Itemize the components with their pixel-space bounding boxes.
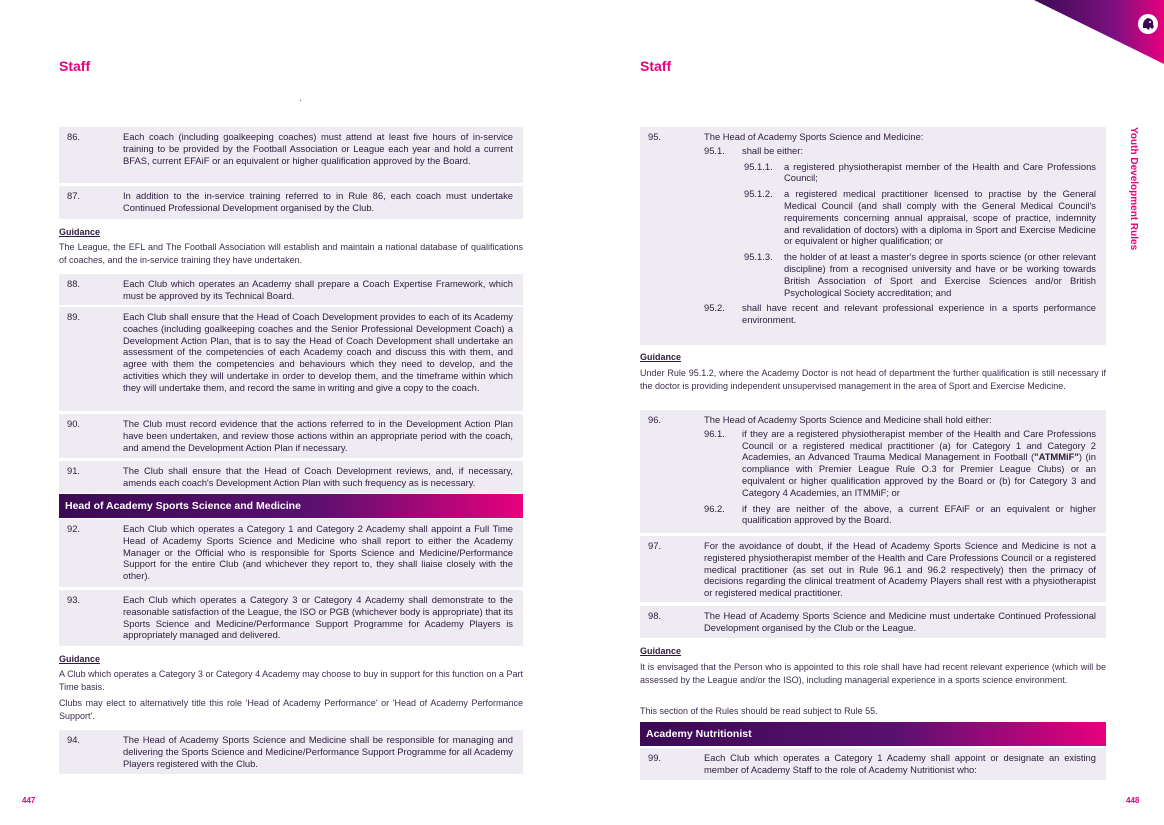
sub-rule-text: the holder of at least a master's degree in sports science (or other relevant discipline) from a recognised university and have or be working towards British Association of Sport and Exercise Sciences and/or British Psychological Society accreditation; and [784,251,1096,298]
left-content [59,0,523,825]
rule-91 [59,461,523,493]
rule-96 [640,410,1106,533]
rule-93 [59,590,523,646]
guidance-heading: Guidance [640,352,682,362]
rule-text: Each Club which operates an Academy shall prepare a Coach Expertise Framework, which must be approved by its Technical Board. [123,278,513,301]
rule-number: 94. [67,734,81,745]
rule-text: For the avoidance of doubt, if the Head of Academy Sports Science and Medicine is not a registered physiotherapist member of the Health and Care Professions Council or a registered medical practitioner (as set out in Rule 96.1 and 96.2 respectively) then the primacy of decisions regarding the clinical treatment of Academy Players shall rest with a physiotherapist or registered medical practitioner. [704,540,1096,599]
rule-number: 88. [67,278,81,289]
sub-rule-text [742,428,1096,499]
sub-rule-number: 96.1. [704,427,725,439]
sub-rule-96-2 [656,503,1096,527]
sub-rule-95-1 [656,145,1096,157]
rule-text: Each Club which operates a Category 1 Academy shall appoint or designate an existing member of Academy Staff to the role of Academy Nutritionist who: [704,752,1096,775]
corner-band [1014,0,1164,70]
sub-rule-number: 95.2. [704,302,725,314]
rule-95 [640,127,1106,345]
guidance-text: Under Rule 95.1.2, where the Academy Doctor is not head of department the further qualification is still necessary if the doctor is providing independent unsupervised management in the area of Sport and Exercise Medicine. [640,368,1106,391]
sub-rule-96-1 [656,428,1096,499]
sub-rule-number: 95.1.1. [744,160,773,172]
guidance-text: Clubs may elect to alternatively title this role 'Head of Academy Performance' or 'Head of Academy Performance Support'. [59,698,523,721]
sub-rule-text: shall have recent and relevant professional experience in a sports performance environment. [742,302,1096,326]
sub-rule-95-1-2 [744,188,1096,247]
rule-number: 98. [648,610,662,621]
sub-rule-text: a registered physiotherapist member of the Health and Care Professions Council; [784,160,1096,184]
section-heading: Head of Academy Sports Science and Medicine [59,494,523,518]
sub-rule-number: 95.1.3. [744,251,773,263]
guidance-heading: Guidance [59,227,101,237]
rule-number: 91. [67,465,81,476]
rule-94 [59,730,523,774]
rule-text: Each Club shall ensure that the Head of Coach Development provides to each of its Academy coaches (including goalkeeping coaches and the Senior Professional Development Coach) a Development Action Plan, that is to say the Head of Coach Development shall undertake an assessment of the competencies of each Academy coach and discuss this with them, and agree with them the competencies and behaviours which they need to develop, and the activities which they will undertake in order to develop them, and the timeframe within which they will undertake them, and record the same in writing and give a copy to the coach. [123,311,513,393]
sub-rule-number: 95.1. [704,144,725,156]
rule-text: The Head of Academy Sports Science and Medicine: [704,131,924,142]
sub-rule-number: 95.1.2. [744,188,773,200]
sidebar-text: Youth Development Rules [1128,127,1139,251]
sub-rule-text-part: if they are a registered physiotherapist member of the Health and Care Professions Council or a registered medical practitioner (a) for Category 1 and Category 2 Academies, an Advanced Trauma Medical Management in Football ( [742,427,1096,463]
rule-86 [59,127,523,183]
sub-rule-number: 96.2. [704,502,725,514]
sub-rule-text: shall be either: [742,144,803,156]
guidance-text: This section of the Rules should be read subject to Rule 55. [640,706,878,716]
rule-text: Each coach (including goalkeeping coaches) must attend at least five hours of in-service training to be provided by the Football Association or League each year and hold a current BFAS, current EFAiF or an equivalent or higher qualification approved by the Board. [123,131,513,166]
page-number-left: 447 [22,796,36,805]
rule-number: 92. [67,523,81,534]
rule-text: The Head of Academy Sports Science and Medicine shall hold either: [704,414,992,425]
rule-97 [640,536,1106,602]
rule-text: The Head of Academy Sports Science and Medicine must undertake Continued Professional Development organised by the Club or the League. [704,610,1096,633]
guidance-text: A Club which operates a Category 3 or Category 4 Academy may choose to buy in support for this function on a Part Time basis. [59,669,523,692]
premier-league-lion-icon [1138,14,1158,34]
right-page [582,0,1164,825]
sub-rule-95-1-1 [744,161,1096,185]
rule-number: 86. [67,131,81,142]
guidance-text: It is envisaged that the Person who is appointed to this role shall have had recent relevant experience (which will be assessed by the League and/or the ISO), including managerial experience in a sports science environment. [640,662,1106,685]
rule-number: 93. [67,594,81,605]
sub-rule-text-part: ) (in compliance with Premier League Rule O.3 for Premier League Clubs) or an equivalent or higher qualification approved by the Board or (b) for Category 3 and Category 4 Academies, an ITMMiF; or [742,451,1096,498]
sub-rule-95-1-3 [744,251,1096,298]
right-content [640,0,1106,825]
rule-92 [59,519,523,587]
sub-rule-95-2 [656,302,1096,326]
rule-text: Each Club which operates a Category 1 and Category 2 Academy shall appoint a Full Time Head of Academy Sports Science and Medicine who shall report to either the Academy Manager or the Official who is responsible for Sports Science and Medicine/Performance Support for the entire Club (and whichever they report to, they shall liaise closely with the other). [123,523,513,582]
rule-text: The Head of Academy Sports Science and Medicine shall be responsible for managing and delivering the Sports Science and Medicine/Performance Support Programme for all Academy Players registered with the Club. [123,734,513,769]
rule-number: 90. [67,418,81,429]
rule-number: 95. [648,131,662,142]
page-number-right: 448 [1126,796,1140,805]
rule-text: The Club must record evidence that the actions referred to in the Development Action Plan have been undertaken, and review those actions within an appropriate period with the coach, and amend the Development Action Plan if necessary. [123,418,513,453]
rule-99 [640,748,1106,780]
guidance-heading: Guidance [640,646,682,656]
rule-number: 99. [648,752,662,763]
guidance-text: The League, the EFL and The Football Association will establish and maintain a national database of qualifications of coaches, and the in-service training they have undertaken. [59,242,523,265]
page-title-right: Staff [640,58,672,74]
rule-number: 87. [67,190,81,201]
rule-98 [640,606,1106,638]
sub-rule-bold-term: "ATMMiF" [1034,451,1079,463]
rule-number: 97. [648,540,662,551]
rule-87 [59,186,523,219]
section-heading: Academy Nutritionist [640,722,1106,746]
rule-88 [59,274,523,305]
rule-89 [59,307,523,411]
guidance-heading: Guidance [59,654,101,664]
page-title-left: Staff [59,58,91,74]
rule-number: 89. [67,311,81,322]
rule-number: 96. [648,414,662,425]
rule-90 [59,414,523,458]
rule-text: Each Club which operates a Category 3 or Category 4 Academy shall demonstrate to the reasonable satisfaction of the League, the ISO or PGB (whichever body is appropriate) that its Sports Science and Medicine/Performance Support Programme for Academy Players is appropriately managed and delivered. [123,594,513,641]
sub-rule-text: if they are neither of the above, a current EFAiF or an equivalent or higher qualification approved by the Board. [742,502,1096,526]
rule-text: The Club shall ensure that the Head of Coach Development reviews, and, if necessary, amends each coach's Development Action Plan with such frequency as is necessary. [123,465,513,488]
sub-rule-text: a registered medical practitioner licensed to practise by the General Medical Council (and shall comply with the General Medical Council's requirements concerning annual appraisal, scope of practice, indemnity and revalidation of doctors) with a diploma in Sport and Exercise Medicine or equivalent or higher qualification; or [784,188,1096,247]
sidebar-label [1127,127,1151,327]
rule-text: In addition to the in-service training referred to in Rule 86, each coach must undertake Continued Professional Development organised by the Club. [123,190,513,213]
